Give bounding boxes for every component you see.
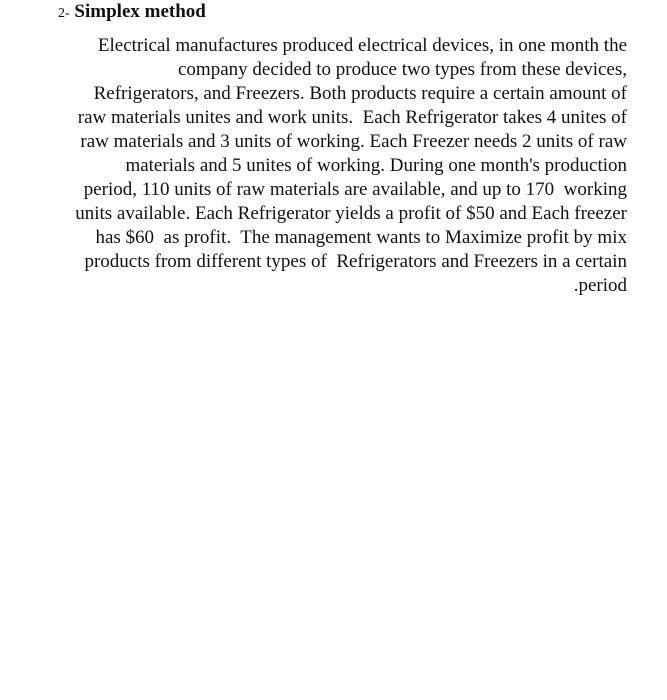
paragraph-line: period, 110 units of raw materials are available, and up to 170 working xyxy=(83,179,627,200)
paragraph-line: raw materials unites and work units. Each Refrigerator takes 4 unites of xyxy=(77,107,627,128)
section-title: Simplex method xyxy=(74,1,206,22)
paragraph-line: products from different types of Refrigerators and Freezers in a certain xyxy=(84,251,627,272)
paragraph-line: has $60 as profit. The management wants to Maximize profit by mix xyxy=(95,227,627,248)
paragraph-line: units available. Each Refrigerator yields a profit of $50 and Each freezer xyxy=(75,203,627,224)
paragraph-line: materials and 5 unites of working. During one month's production xyxy=(125,155,627,176)
section-number: 2- xyxy=(58,6,70,21)
paragraph-line: Refrigerators, and Freezers. Both products require a certain amount of xyxy=(93,83,627,104)
paragraph-line: raw materials and 3 units of working. Each Freezer needs 2 units of raw xyxy=(80,131,627,152)
paragraph-line: Electrical manufactures produced electrical devices, in one month the xyxy=(97,35,627,56)
section-heading xyxy=(58,0,206,26)
paragraph-line: .period xyxy=(573,275,627,296)
paragraph-line: company decided to produce two types from these devices, xyxy=(178,59,627,80)
